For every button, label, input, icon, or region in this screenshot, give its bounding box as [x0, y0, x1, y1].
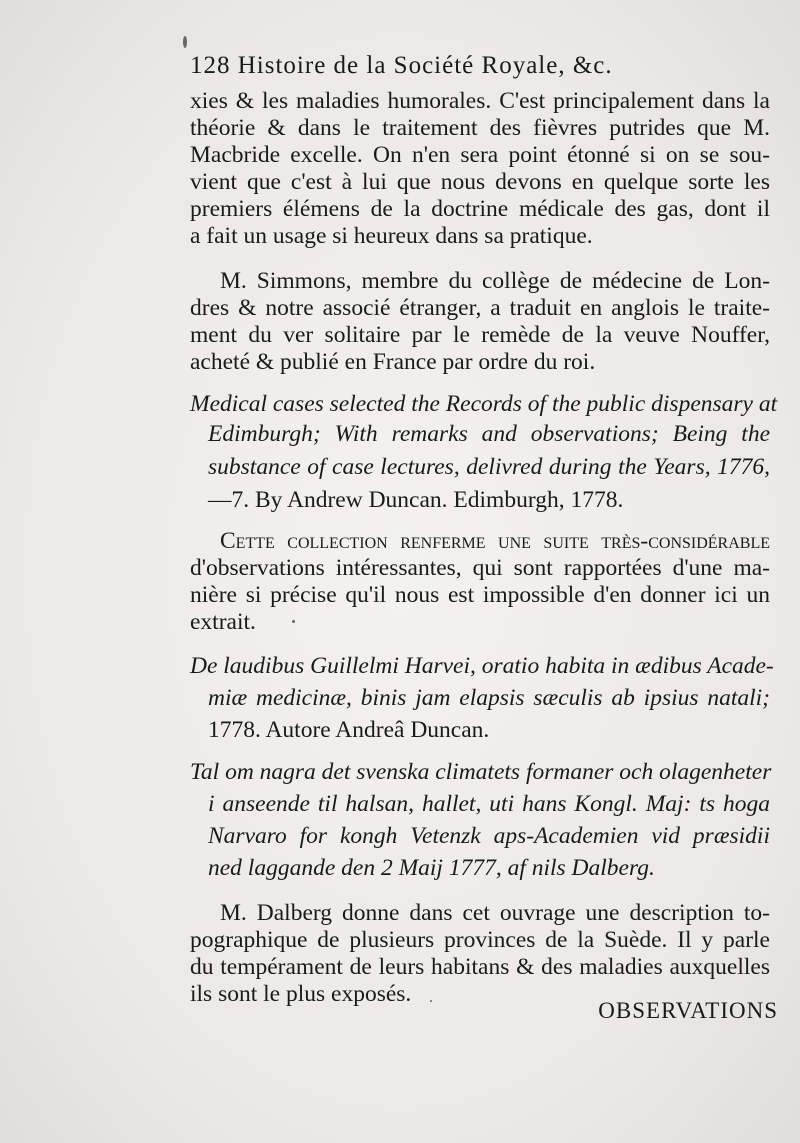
text-line: acheté & publié en France par ordre du roi.	[190, 349, 596, 375]
text-line: d'observations intéressantes, qui sont rapportées d'une ma-	[190, 555, 770, 581]
title-line: i anseende til halsan, hallet, uti hans Kongl. Maj: ts hoga	[208, 791, 770, 817]
text-line: dres & notre associé étranger, a traduit en anglois le traite-	[190, 295, 770, 321]
title-line: De laudibus Guillelmi Harvei, oratio habita in ædibus Acade-	[190, 653, 774, 679]
title-line: Narvaro for kongh Vetenzk aps-Academien vid præsidii	[208, 823, 770, 849]
text-line: Cette collection renferme une suite très-considérable	[220, 528, 770, 554]
title-line: Edimburgh; With remarks and observations; Being the	[208, 421, 770, 447]
entry-tal-om-nagra	[190, 756, 770, 884]
text-line: ment du ver solitaire par le remède de la veuve Nouffer,	[190, 322, 770, 348]
paper-speck	[183, 36, 187, 48]
text-line: nière si précise qu'il nous est impossible d'en donner ici un	[190, 582, 770, 608]
text-line: Macbride excelle. On n'en sera point étonné si on se sou-	[190, 142, 770, 168]
entry-de-laudibus	[190, 650, 774, 746]
title-line: Medical cases selected the Records of the public dispensary at	[190, 391, 778, 417]
text-line: vient que c'est à lui que nous devons en quelque sorte les	[190, 169, 770, 195]
text-line: xies & les maladies humorales. C'est principalement dans la	[190, 88, 770, 114]
paragraph-simmons	[190, 268, 770, 376]
text-line: théorie & dans le traitement des fièvres putrides que M.	[190, 115, 770, 141]
paragraph-dalberg	[190, 900, 770, 1008]
text-line: pographique de plusieurs provinces de la Suède. Il y parle	[190, 927, 770, 953]
text-line: M. Dalberg donne dans cet ouvrage une description to-	[220, 900, 770, 926]
title-line: Tal om nagra det svenska climatets formaner och olagenheter	[190, 759, 772, 785]
text-line: a fait un usage si heureux dans sa pratique.	[190, 223, 593, 249]
title-line: substance of case lectures, delivred during the Years, 1776,	[208, 454, 770, 480]
text-line: M. Simmons, membre du collège de médecine de Lon-	[220, 268, 770, 294]
text-line: ils sont le plus exposés.	[190, 981, 412, 1007]
running-header: 128 Histoire de la Société Royale, &c.	[190, 52, 613, 79]
catchword: OBSERVATIONS	[598, 998, 778, 1023]
text-line: du tempérament de leurs habitans & des maladies auxquelles	[190, 954, 770, 980]
paragraph-cette-collection	[190, 528, 770, 636]
paper-speck	[292, 620, 295, 623]
paper-speck	[430, 1000, 432, 1002]
title-line: miæ medicinæ, binis jam elapsis sæculis ab ipsius natali;	[208, 685, 770, 711]
text-line: extrait.	[190, 609, 256, 635]
title-line: —7. By Andrew Duncan. Edimburgh, 1778.	[208, 487, 624, 513]
entry-medical-cases	[190, 391, 778, 517]
title-line: 1778. Autore Andreâ Duncan.	[208, 717, 490, 743]
title-line: ned laggande den 2 Maij 1777, af nils Dalberg.	[208, 855, 655, 881]
paragraph-macbride	[190, 88, 770, 250]
text-line: premiers élémens de la doctrine médicale des gas, dont il	[190, 196, 770, 222]
